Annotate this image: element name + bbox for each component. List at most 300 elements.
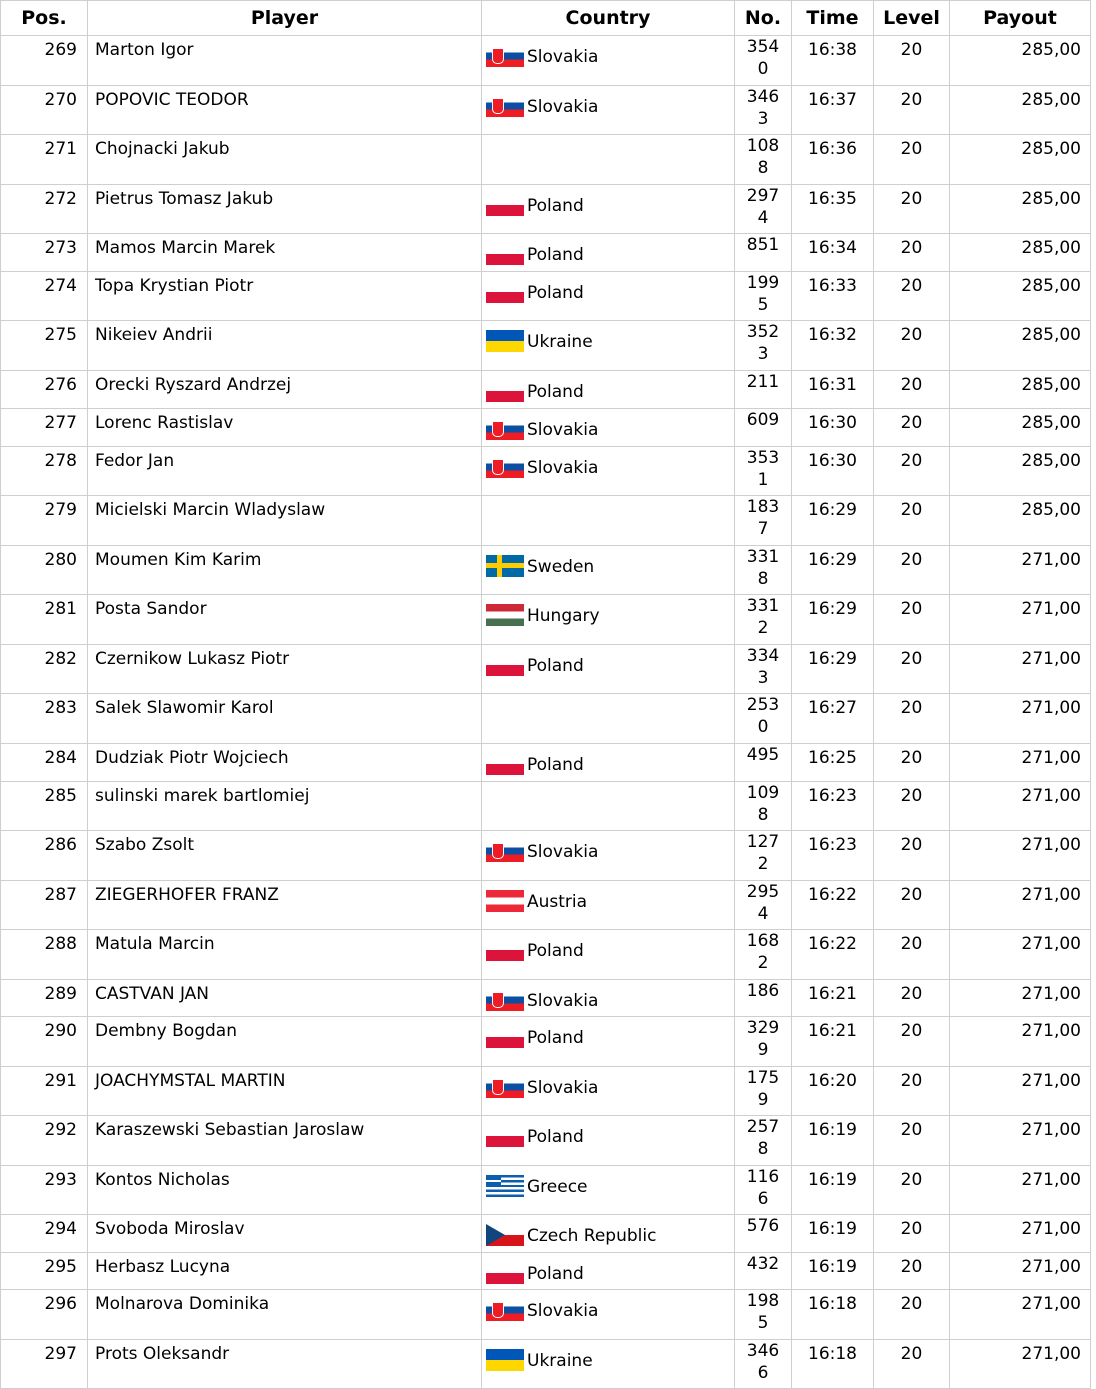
payout-cell: 271,00 <box>950 546 1091 595</box>
level-cell: 20 <box>874 135 950 185</box>
header-player[interactable]: Player <box>88 1 482 36</box>
country-name: Poland <box>527 656 584 676</box>
level-cell: 20 <box>874 1290 950 1340</box>
pos-cell: 286 <box>1 831 88 881</box>
number-line-2: 5 <box>757 295 769 315</box>
header-level[interactable]: Level <box>874 1 950 36</box>
country-name: Ukraine <box>527 1351 593 1371</box>
table-row <box>1 595 1091 645</box>
time-cell: 16:30 <box>792 409 874 447</box>
number-cell <box>735 980 792 1017</box>
number-line-1: 297 <box>746 186 780 206</box>
level-cell: 20 <box>874 744 950 782</box>
time-cell: 16:18 <box>792 1290 874 1340</box>
pos-cell: 285 <box>1 782 88 831</box>
pos-cell: 272 <box>1 185 88 234</box>
player-name: Chojnacki Jakub <box>88 135 482 185</box>
time-cell: 16:23 <box>792 831 874 881</box>
player-name: Kontos Nicholas <box>88 1166 482 1215</box>
number-line-2: 7 <box>757 519 769 539</box>
results-body <box>1 36 1091 1389</box>
number-cell <box>735 1215 792 1253</box>
payout-cell: 285,00 <box>950 371 1091 409</box>
table-row <box>1 546 1091 595</box>
payout-cell: 285,00 <box>950 135 1091 185</box>
pos-cell: 284 <box>1 744 88 782</box>
flag-pl-icon <box>486 243 524 265</box>
time-cell: 16:37 <box>792 86 874 135</box>
level-cell: 20 <box>874 645 950 694</box>
level-cell: 20 <box>874 1166 950 1215</box>
payout-cell: 271,00 <box>950 1215 1091 1253</box>
number-line-1: 257 <box>746 1117 780 1137</box>
pos-cell: 271 <box>1 135 88 185</box>
flag-sk-icon <box>486 1076 524 1098</box>
country-cell <box>482 595 735 645</box>
number-line-2: 3 <box>757 344 769 364</box>
pos-cell: 270 <box>1 86 88 135</box>
player-name: Matula Marcin <box>88 930 482 980</box>
country-cell <box>482 1290 735 1340</box>
number-line-2: 2 <box>757 953 769 973</box>
country-name: Slovakia <box>527 97 599 117</box>
flag-pl-icon <box>486 753 524 775</box>
table-row <box>1 1340 1091 1389</box>
flag-pl-icon <box>486 194 524 216</box>
time-cell: 16:32 <box>792 321 874 371</box>
country-name: Ukraine <box>527 332 593 352</box>
country-cell <box>482 980 735 1017</box>
time-cell: 16:35 <box>792 185 874 234</box>
country-cell <box>482 1017 735 1067</box>
number-cell <box>735 881 792 930</box>
level-cell: 20 <box>874 980 950 1017</box>
flag-at-icon <box>486 890 524 912</box>
level-cell: 20 <box>874 185 950 234</box>
number-line-1: 346 <box>746 1341 780 1361</box>
flag-pl-icon <box>486 1026 524 1048</box>
number-line-1: 331 <box>746 596 780 616</box>
pos-cell: 290 <box>1 1017 88 1067</box>
country-name: Hungary <box>527 606 600 626</box>
country-cell <box>482 1340 735 1389</box>
table-row <box>1 1017 1091 1067</box>
level-cell: 20 <box>874 595 950 645</box>
pos-cell: 281 <box>1 595 88 645</box>
pos-cell: 275 <box>1 321 88 371</box>
number-line-1: 331 <box>746 547 780 567</box>
level-cell: 20 <box>874 930 950 980</box>
number-cell <box>735 1340 792 1389</box>
number-cell <box>735 447 792 496</box>
number-cell <box>735 645 792 694</box>
country-cell <box>482 1067 735 1116</box>
country-name: Slovakia <box>527 47 599 67</box>
time-cell: 16:29 <box>792 595 874 645</box>
country-name: Slovakia <box>527 420 599 440</box>
pos-cell: 297 <box>1 1340 88 1389</box>
player-name: Karaszewski Sebastian Jaroslaw <box>88 1116 482 1166</box>
table-row <box>1 447 1091 496</box>
flag-sk-icon <box>486 989 524 1011</box>
player-name: Micielski Marcin Wladyslaw <box>88 496 482 546</box>
flag-ua-icon <box>486 1349 524 1371</box>
payout-cell: 271,00 <box>950 782 1091 831</box>
payout-cell: 285,00 <box>950 321 1091 371</box>
payout-cell: 285,00 <box>950 447 1091 496</box>
table-row <box>1 831 1091 881</box>
payout-cell: 285,00 <box>950 86 1091 135</box>
country-cell <box>482 881 735 930</box>
pos-cell: 269 <box>1 36 88 86</box>
flag-pl-icon <box>486 939 524 961</box>
flag-pl-icon <box>486 281 524 303</box>
time-cell: 16:38 <box>792 36 874 86</box>
country-cell <box>482 831 735 881</box>
number-line-1: 329 <box>746 1018 780 1038</box>
flag-pl-icon <box>486 1125 524 1147</box>
player-name: Svoboda Miroslav <box>88 1215 482 1253</box>
number-line-1: 352 <box>746 322 780 342</box>
pos-cell: 282 <box>1 645 88 694</box>
number-cell <box>735 496 792 546</box>
country-cell <box>482 930 735 980</box>
table-row <box>1 782 1091 831</box>
header-payout[interactable]: Payout <box>950 1 1091 36</box>
number-line-1: 253 <box>746 695 780 715</box>
country-cell <box>482 782 735 831</box>
time-cell: 16:30 <box>792 447 874 496</box>
table-row <box>1 321 1091 371</box>
payout-cell: 271,00 <box>950 694 1091 744</box>
time-cell: 16:18 <box>792 1340 874 1389</box>
number-line-1: 199 <box>746 273 780 293</box>
pos-cell: 294 <box>1 1215 88 1253</box>
country-cell <box>482 1215 735 1253</box>
table-row <box>1 272 1091 321</box>
payout-cell: 271,00 <box>950 1116 1091 1166</box>
time-cell: 16:36 <box>792 135 874 185</box>
number-line-2: 3 <box>757 668 769 688</box>
country-cell <box>482 496 735 546</box>
number-cell <box>735 1017 792 1067</box>
country-name: Poland <box>527 1264 584 1284</box>
time-cell: 16:29 <box>792 496 874 546</box>
flag-se-icon <box>486 555 524 577</box>
table-row <box>1 645 1091 694</box>
number-line-1: 334 <box>746 646 780 666</box>
country-name: Sweden <box>527 557 595 577</box>
flag-pl-icon <box>486 1262 524 1284</box>
table-row <box>1 930 1091 980</box>
country-cell <box>482 272 735 321</box>
header-country[interactable]: Country <box>482 1 735 36</box>
flag-sk-icon <box>486 45 524 67</box>
flag-sk-icon <box>486 840 524 862</box>
player-name: CASTVAN JAN <box>88 980 482 1017</box>
country-name: Slovakia <box>527 991 599 1011</box>
flag-cz-icon <box>486 1224 524 1246</box>
pos-cell: 292 <box>1 1116 88 1166</box>
player-name: Nikeiev Andrii <box>88 321 482 371</box>
country-name: Slovakia <box>527 842 599 862</box>
table-row <box>1 135 1091 185</box>
number-line-2: 1 <box>757 470 769 490</box>
level-cell: 20 <box>874 1116 950 1166</box>
country-name: Slovakia <box>527 1078 599 1098</box>
number-line-2: 4 <box>757 208 769 228</box>
number-cell <box>735 1067 792 1116</box>
table-row <box>1 694 1091 744</box>
number-line-1: 108 <box>746 136 780 156</box>
table-row <box>1 1067 1091 1116</box>
level-cell: 20 <box>874 546 950 595</box>
payout-cell: 271,00 <box>950 881 1091 930</box>
player-name: Marton Igor <box>88 36 482 86</box>
pos-cell: 276 <box>1 371 88 409</box>
level-cell: 20 <box>874 409 950 447</box>
payout-cell: 271,00 <box>950 1340 1091 1389</box>
flag-sk-icon <box>486 95 524 117</box>
number-line-1: 609 <box>746 410 780 430</box>
table-row <box>1 371 1091 409</box>
country-cell <box>482 234 735 272</box>
flag-hu-icon <box>486 604 524 626</box>
pos-cell: 273 <box>1 234 88 272</box>
country-cell <box>482 86 735 135</box>
country-cell <box>482 409 735 447</box>
number-line-2: 9 <box>757 1040 769 1060</box>
number-line-1: 354 <box>746 37 780 57</box>
payout-cell: 285,00 <box>950 185 1091 234</box>
player-name: Szabo Zsolt <box>88 831 482 881</box>
time-cell: 16:19 <box>792 1166 874 1215</box>
pos-cell: 291 <box>1 1067 88 1116</box>
time-cell: 16:19 <box>792 1215 874 1253</box>
payout-cell: 271,00 <box>950 930 1091 980</box>
number-cell <box>735 1166 792 1215</box>
flag-sk-icon <box>486 418 524 440</box>
player-name: Orecki Ryszard Andrzej <box>88 371 482 409</box>
time-cell: 16:29 <box>792 546 874 595</box>
country-name: Poland <box>527 283 584 303</box>
number-cell <box>735 930 792 980</box>
table-row <box>1 1166 1091 1215</box>
time-cell: 16:19 <box>792 1116 874 1166</box>
table-row <box>1 409 1091 447</box>
payout-cell: 285,00 <box>950 409 1091 447</box>
country-cell <box>482 371 735 409</box>
time-cell: 16:23 <box>792 782 874 831</box>
pos-cell: 289 <box>1 980 88 1017</box>
pos-cell: 295 <box>1 1253 88 1290</box>
player-name: Salek Slawomir Karol <box>88 694 482 744</box>
country-cell <box>482 321 735 371</box>
time-cell: 16:20 <box>792 1067 874 1116</box>
payout-cell: 271,00 <box>950 1290 1091 1340</box>
level-cell: 20 <box>874 234 950 272</box>
flag-pl-icon <box>486 654 524 676</box>
country-cell <box>482 744 735 782</box>
level-cell: 20 <box>874 496 950 546</box>
number-cell <box>735 831 792 881</box>
payout-cell: 285,00 <box>950 36 1091 86</box>
number-line-2: 0 <box>757 717 769 737</box>
player-name: Lorenc Rastislav <box>88 409 482 447</box>
pos-cell: 288 <box>1 930 88 980</box>
number-line-1: 198 <box>746 1291 780 1311</box>
header-pos[interactable]: Pos. <box>1 1 88 36</box>
country-name: Poland <box>527 382 584 402</box>
player-name: Topa Krystian Piotr <box>88 272 482 321</box>
level-cell: 20 <box>874 36 950 86</box>
number-line-1: 127 <box>746 832 780 852</box>
header-time[interactable]: Time <box>792 1 874 36</box>
table-row <box>1 36 1091 86</box>
player-name: Posta Sandor <box>88 595 482 645</box>
level-cell: 20 <box>874 1215 950 1253</box>
header-row <box>1 1 1091 36</box>
pos-cell: 277 <box>1 409 88 447</box>
number-line-2: 8 <box>757 805 769 825</box>
number-cell <box>735 1290 792 1340</box>
payout-cell: 285,00 <box>950 272 1091 321</box>
level-cell: 20 <box>874 447 950 496</box>
time-cell: 16:29 <box>792 645 874 694</box>
header-no[interactable]: No. <box>735 1 792 36</box>
number-line-1: 175 <box>746 1068 780 1088</box>
payout-cell: 271,00 <box>950 980 1091 1017</box>
payout-cell: 271,00 <box>950 595 1091 645</box>
level-cell: 20 <box>874 782 950 831</box>
country-name: Austria <box>527 892 588 912</box>
player-name: JOACHYMSTAL MARTIN <box>88 1067 482 1116</box>
country-name: Poland <box>527 941 584 961</box>
country-cell <box>482 36 735 86</box>
number-line-1: 353 <box>746 448 780 468</box>
number-cell <box>735 595 792 645</box>
level-cell: 20 <box>874 1340 950 1389</box>
number-line-1: 576 <box>746 1216 780 1236</box>
level-cell: 20 <box>874 86 950 135</box>
country-name: Greece <box>527 1177 588 1197</box>
country-name: Poland <box>527 196 584 216</box>
time-cell: 16:21 <box>792 1017 874 1067</box>
time-cell: 16:33 <box>792 272 874 321</box>
pos-cell: 279 <box>1 496 88 546</box>
number-line-1: 211 <box>746 372 780 392</box>
number-cell <box>735 86 792 135</box>
number-cell <box>735 36 792 86</box>
number-line-1: 116 <box>746 1167 780 1187</box>
payout-cell: 271,00 <box>950 1166 1091 1215</box>
number-cell <box>735 744 792 782</box>
number-line-2: 8 <box>757 569 769 589</box>
number-line-2: 3 <box>757 109 769 129</box>
table-row <box>1 496 1091 546</box>
player-name: Molnarova Dominika <box>88 1290 482 1340</box>
country-name: Czech Republic <box>527 1226 657 1246</box>
player-name: Prots Oleksandr <box>88 1340 482 1389</box>
number-line-2: 4 <box>757 904 769 924</box>
country-name: Slovakia <box>527 458 599 478</box>
time-cell: 16:31 <box>792 371 874 409</box>
player-name: Mamos Marcin Marek <box>88 234 482 272</box>
table-row <box>1 86 1091 135</box>
payout-cell: 271,00 <box>950 1017 1091 1067</box>
country-name: Poland <box>527 1028 584 1048</box>
table-row <box>1 234 1091 272</box>
player-name: Moumen Kim Karim <box>88 546 482 595</box>
country-name: Poland <box>527 755 584 775</box>
time-cell: 16:27 <box>792 694 874 744</box>
flag-pl-icon <box>486 380 524 402</box>
payout-cell: 271,00 <box>950 831 1091 881</box>
number-line-1: 168 <box>746 931 780 951</box>
table-row <box>1 980 1091 1017</box>
country-cell <box>482 1166 735 1215</box>
pos-cell: 283 <box>1 694 88 744</box>
flag-gr-icon <box>486 1175 524 1197</box>
pos-cell: 293 <box>1 1166 88 1215</box>
number-cell <box>735 371 792 409</box>
table-row <box>1 744 1091 782</box>
number-cell <box>735 546 792 595</box>
time-cell: 16:25 <box>792 744 874 782</box>
level-cell: 20 <box>874 1067 950 1116</box>
number-line-2: 2 <box>757 618 769 638</box>
player-name: Dudziak Piotr Wojciech <box>88 744 482 782</box>
level-cell: 20 <box>874 321 950 371</box>
number-line-2: 0 <box>757 59 769 79</box>
country-name: Poland <box>527 1127 584 1147</box>
number-cell <box>735 234 792 272</box>
time-cell: 16:19 <box>792 1253 874 1290</box>
level-cell: 20 <box>874 1253 950 1290</box>
table-row <box>1 1290 1091 1340</box>
payout-cell: 271,00 <box>950 1067 1091 1116</box>
country-cell <box>482 645 735 694</box>
level-cell: 20 <box>874 881 950 930</box>
level-cell: 20 <box>874 694 950 744</box>
player-name: Dembny Bogdan <box>88 1017 482 1067</box>
number-line-2: 6 <box>757 1363 769 1383</box>
level-cell: 20 <box>874 371 950 409</box>
number-cell <box>735 321 792 371</box>
flag-ua-icon <box>486 330 524 352</box>
payout-cell: 271,00 <box>950 744 1091 782</box>
flag-sk-icon <box>486 456 524 478</box>
level-cell: 20 <box>874 831 950 881</box>
payout-cell: 285,00 <box>950 496 1091 546</box>
number-cell <box>735 409 792 447</box>
number-line-2: 2 <box>757 854 769 874</box>
number-line-1: 186 <box>746 981 780 1001</box>
level-cell: 20 <box>874 1017 950 1067</box>
pos-cell: 296 <box>1 1290 88 1340</box>
table-row <box>1 1253 1091 1290</box>
payout-cell: 285,00 <box>950 234 1091 272</box>
number-cell <box>735 782 792 831</box>
country-cell <box>482 135 735 185</box>
number-cell <box>735 185 792 234</box>
number-line-2: 9 <box>757 1090 769 1110</box>
number-cell <box>735 1253 792 1290</box>
pos-cell: 280 <box>1 546 88 595</box>
number-line-1: 109 <box>746 783 780 803</box>
pos-cell: 278 <box>1 447 88 496</box>
time-cell: 16:22 <box>792 930 874 980</box>
